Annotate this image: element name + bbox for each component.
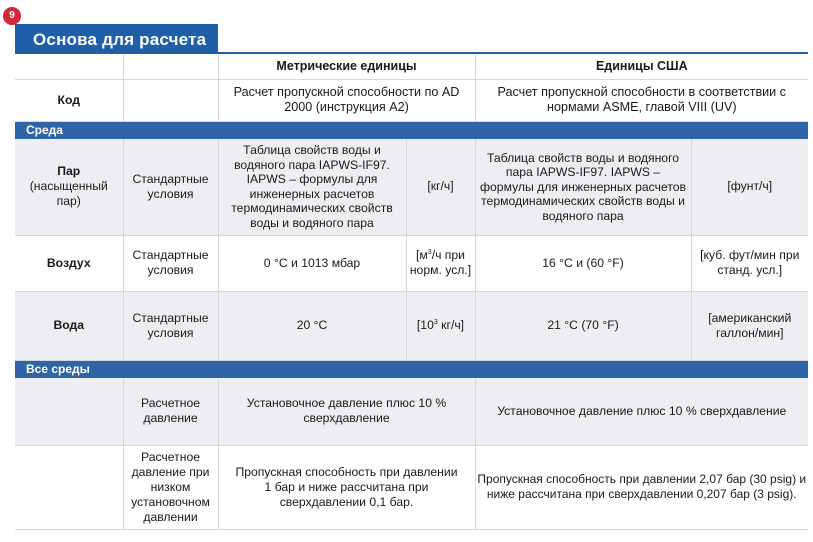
low-pressure-empty-cell <box>15 445 123 529</box>
calculation-basis-table <box>15 54 808 530</box>
water-metric-unit <box>406 291 475 360</box>
water-condition: Стандартные условия <box>123 291 218 360</box>
section-number-badge: 9 <box>3 7 21 25</box>
steam-row <box>15 139 808 235</box>
air-metric-unit-b: /ч при норм. усл.] <box>409 248 472 277</box>
air-us-basis: 16 °C и (60 °F) <box>475 235 691 291</box>
air-metric-unit <box>406 235 475 291</box>
low-pressure-us: Пропускная способность при давлении 2,07 бар (30 psig) и ниже рассчитана при сверхдавлении 0,207 бар (3 psig). <box>475 445 808 529</box>
air-condition: Стандартные условия <box>123 235 218 291</box>
code-empty-cell <box>123 79 218 121</box>
design-pressure-metric: Установочное давление плюс 10 % сверхдавление <box>218 378 475 445</box>
steam-metric-basis: Таблица свойств воды и водяного пара IAPWS-IF97. IAPWS – формулы для инженерных расчетов термодинамических свойств воды и водяного пара <box>218 139 406 235</box>
code-row <box>15 79 808 121</box>
design-pressure-empty-cell <box>15 378 123 445</box>
section-row-media <box>15 121 808 139</box>
low-pressure-row <box>15 445 808 529</box>
section-label-all-media: Все среды <box>15 360 808 378</box>
steam-metric-unit: [кг/ч] <box>406 139 475 235</box>
water-metric-unit-a: [10 <box>416 318 434 332</box>
design-pressure-label: Расчетное давление <box>123 378 218 445</box>
design-pressure-row <box>15 378 808 445</box>
steam-medium-label: Пар <box>57 164 81 179</box>
code-label: Код <box>15 79 123 121</box>
steam-us-basis: Таблица свойств воды и водяного пара IAPWS-IF97. IAPWS – формулы для инженерных расчетов термодинамических свойств воды и водяного пара <box>475 139 691 235</box>
section-row-all-media <box>15 360 808 378</box>
design-pressure-us: Установочное давление плюс 10 % сверхдавление <box>475 378 808 445</box>
low-pressure-label: Расчетное давление при низком установочном давлении <box>123 445 218 529</box>
air-metric-unit-a: [м <box>416 248 428 262</box>
code-metric: Расчет пропускной способности по AD 2000 (инструкция A2) <box>218 79 475 121</box>
water-medium: Вода <box>15 291 123 360</box>
water-us-basis: 21 °C (70 °F) <box>475 291 691 360</box>
air-us-unit: [куб. фут/мин при станд. усл.] <box>691 235 808 291</box>
air-medium: Воздух <box>15 235 123 291</box>
steam-condition: Стандартные условия <box>123 139 218 235</box>
steam-us-unit: [фунт/ч] <box>691 139 808 235</box>
air-row <box>15 235 808 291</box>
water-row <box>15 291 808 360</box>
low-pressure-metric: Пропускная способность при давлении 1 бар и ниже рассчитана при сверхдавлении 0,1 бар. <box>218 445 475 529</box>
units-header-row <box>15 54 808 79</box>
water-metric-basis: 20 °C <box>218 291 406 360</box>
water-metric-unit-b: кг/ч] <box>437 318 465 332</box>
section-label-media: Среда <box>15 121 808 139</box>
steam-medium-note: (насыщенный пар) <box>29 179 108 209</box>
header-empty-cell <box>15 54 123 79</box>
water-metric-unit-sup: 3 <box>433 319 438 326</box>
code-us: Расчет пропускной способности в соответствии с нормами ASME, главой VIII (UV) <box>475 79 808 121</box>
us-units-header: Единицы США <box>475 54 808 79</box>
water-us-unit: [американский галлон/мин] <box>691 291 808 360</box>
steam-medium <box>15 139 123 235</box>
section-title: Основа для расчета <box>15 24 218 53</box>
header-empty-cell <box>123 54 218 79</box>
metric-units-header: Метрические единицы <box>218 54 475 79</box>
air-metric-unit-sup: 3 <box>427 249 432 256</box>
air-metric-basis: 0 °C и 1013 мбар <box>218 235 406 291</box>
